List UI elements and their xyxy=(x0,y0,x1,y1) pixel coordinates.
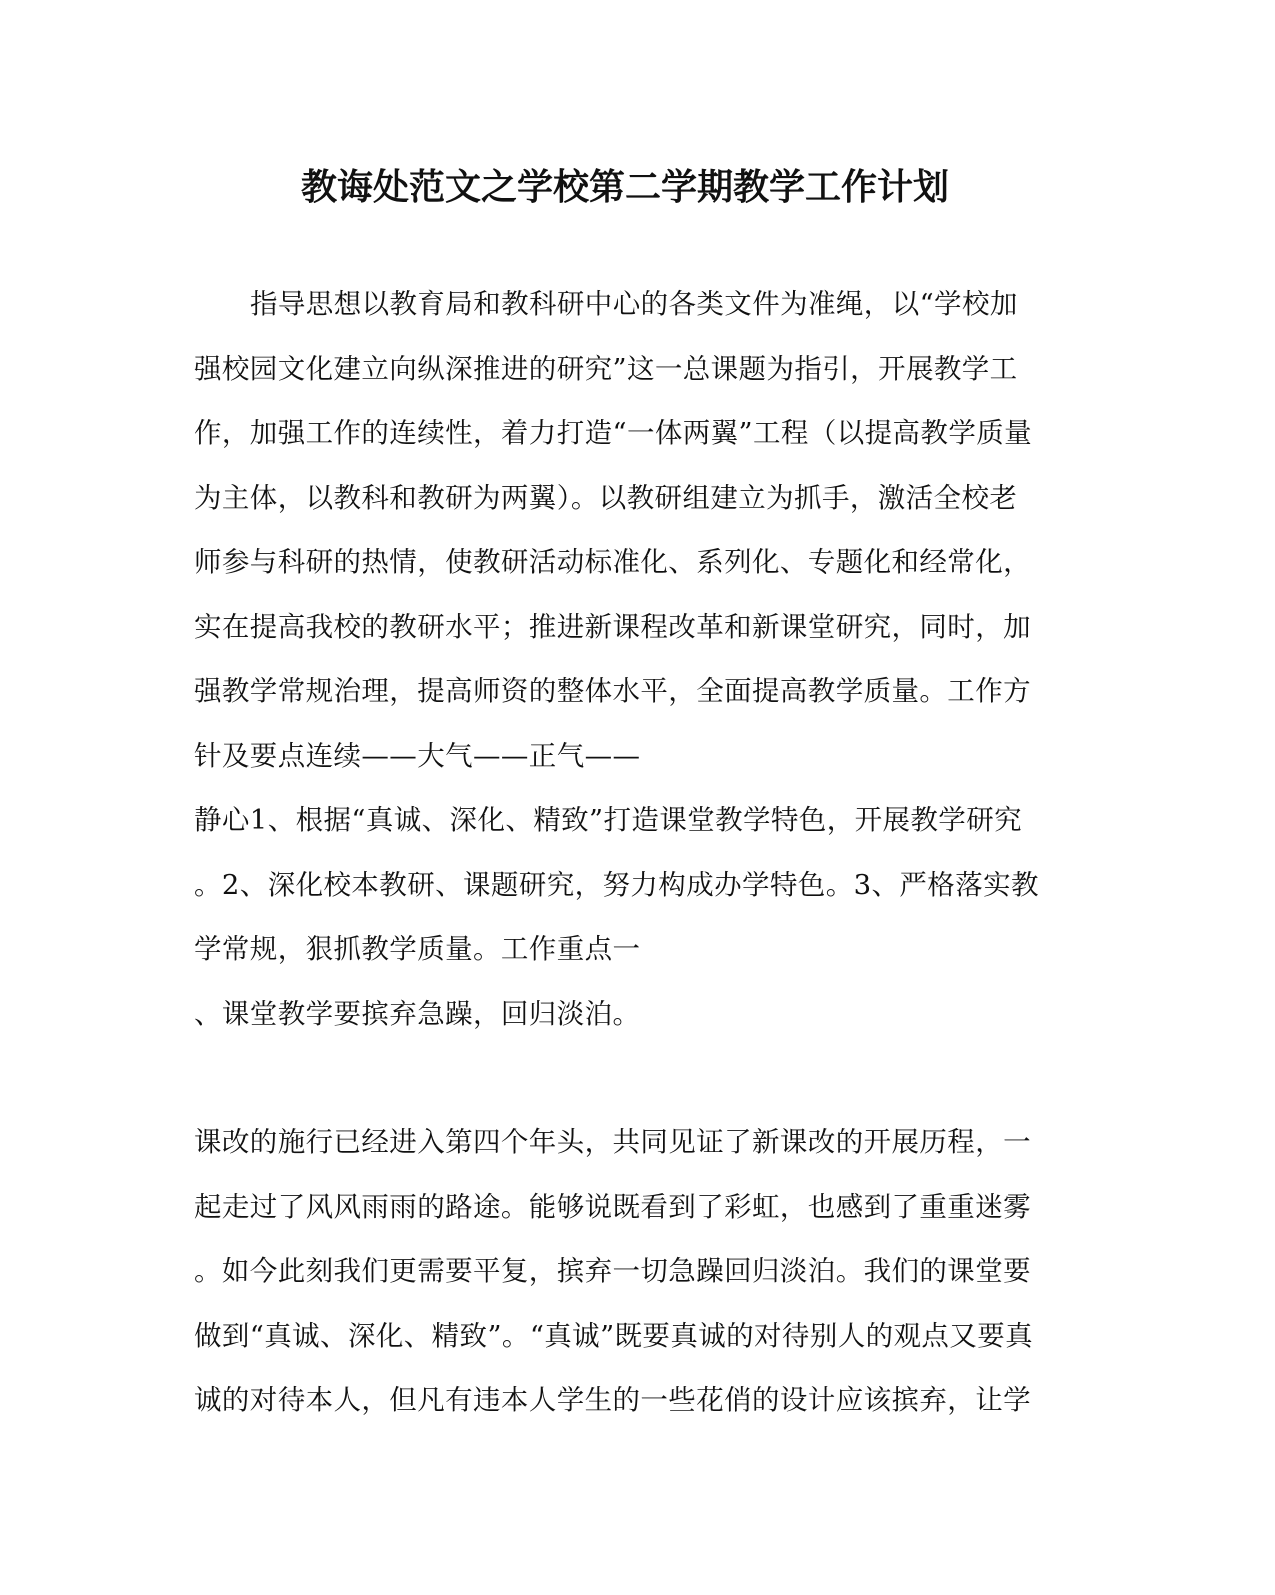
paragraph-line: 、课堂教学要摈弃急躁，回归淡泊。 xyxy=(194,997,641,1030)
paragraph-line: 师参与科研的热情，使教研活动标准化、系列化、专题化和经常化， xyxy=(194,546,1031,578)
paragraph-line: 。2、深化校本教研、课题研究，努力构成办学特色。3、严格落实教 xyxy=(194,868,1039,901)
paragraph-line: 强教学常规治理，提高师资的整体水平，全面提高教学质量。工作方 xyxy=(194,675,1031,707)
paragraph-2 xyxy=(194,1110,1064,1433)
paragraph-line: 诚的对待本人，但凡有违本人学生的一些花俏的设计应该摈弃，让学 xyxy=(194,1384,1031,1416)
document-body xyxy=(194,272,1064,1433)
paragraph-line: 学常规，狠抓教学质量。工作重点一 xyxy=(194,933,641,965)
paragraph-line: 做到“真诚、深化、精致”。“真诚”既要真诚的对待别人的观点又要真 xyxy=(194,1319,1034,1352)
paragraph-line: 强校园文化建立向纵深推进的研究”这一总课题为指引，开展教学工 xyxy=(194,352,1018,385)
document-title: 教诲处范文之学校第二学期教学工作计划 xyxy=(300,167,949,208)
paragraph-line: 实在提高我校的教研水平；推进新课程改革和新课堂研究，同时，加 xyxy=(194,610,1031,643)
paragraph-line: 指导思想以教育局和教科研中心的各类文件为准绳，以“学校加 xyxy=(250,288,1018,320)
paragraph-1 xyxy=(194,272,1064,1046)
paragraph-line: 为主体，以教科和教研为两翼）。以教研组建立为抓手，激活全校老 xyxy=(194,481,1018,514)
paragraph-line: 针及要点连续——大气——正气—— xyxy=(194,739,641,772)
paragraph-line: 作，加强工作的连续性，着力打造“一体两翼”工程（以提高教学质量 xyxy=(194,417,1033,449)
paragraph-line: 课改的施行已经进入第四个年头，共同见证了新课改的开展历程，一 xyxy=(194,1126,1031,1158)
paragraph-spacer xyxy=(194,1046,1064,1110)
paragraph-line: 静心1、根据“真诚、深化、精致”打造课堂教学特色，开展教学研究 xyxy=(194,804,1023,836)
paragraph-line: 起走过了风风雨雨的路途。能够说既看到了彩虹，也感到了重重迷雾 xyxy=(194,1190,1031,1223)
paragraph-line: 。如今此刻我们更需要平复，摈弃一切急躁回归淡泊。我们的课堂要 xyxy=(194,1255,1031,1287)
